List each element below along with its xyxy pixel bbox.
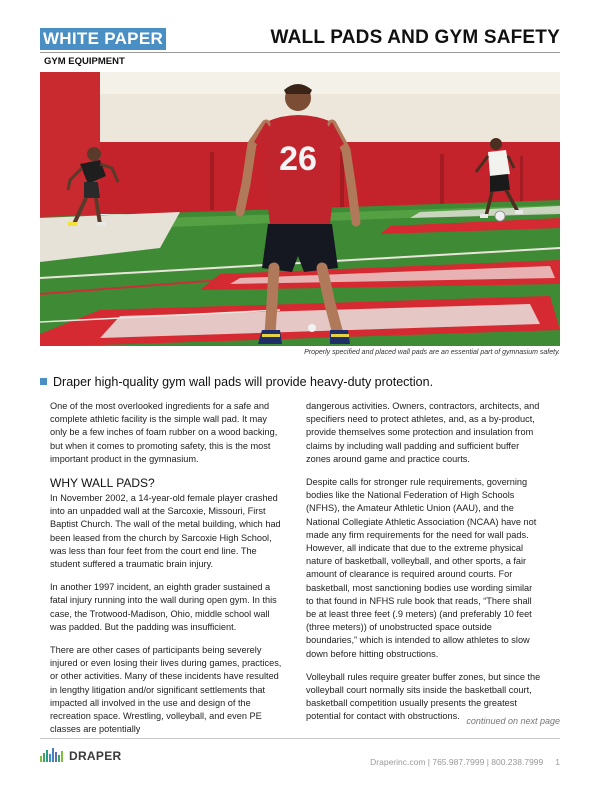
lede-line bbox=[40, 375, 433, 389]
jersey-number: 26 bbox=[279, 140, 317, 178]
photo-caption: Properly specified and placed wall pads are an essential part of gymnasium safety. bbox=[304, 349, 560, 356]
lede-text: Draper high-quality gym wall pads will provide heavy-duty protection. bbox=[53, 375, 434, 389]
logo-wordmark: DRAPER bbox=[69, 749, 122, 763]
right-column bbox=[306, 400, 541, 734]
bullet-square-icon bbox=[40, 378, 47, 385]
left-column bbox=[50, 400, 285, 746]
page-number: 1 bbox=[555, 757, 560, 767]
section-heading: WHY WALL PADS? bbox=[50, 476, 155, 491]
body-paragraph: In November 2002, a 14-year-old female player crashed into an unpadded wall at the Sarcoxie, Missouri, First Baptist Church. The wall of the metal building, which had been leased from the church by Sarcoxie High School, was less than four feet from the court end line. The student suffered a traumatic brain injury. bbox=[50, 493, 281, 570]
body-paragraph: There are other cases of participants being severely injured or even losing their lives during games, practices, or other activities. Many of these incidents have resulted in lengthy litigation and/or significant settlements that impacted all involved in the use and design of the recreation space. Wrestling, volleyball, and even PE classes are potentially bbox=[50, 645, 282, 735]
footer-divider bbox=[40, 738, 560, 739]
body-paragraph: Volleyball rules require greater buffer zones, but since the volleyball court normally sits inside the basketball court, basketball competition usually presents the greatest potential for contact with obstructions. bbox=[306, 671, 541, 722]
hero-photo bbox=[40, 72, 560, 346]
footer-contact bbox=[370, 757, 560, 767]
body-paragraph: Despite calls for stronger rule requirements, governing bodies like the National Federation of High Schools (NFHS), the Amateur Athletic Union (AAU), and the National Collegiate Athletic Association (NCAA) have not made any firm requirements for the need for wall pads. However, all indicate that due to the extreme physical nature of basketball, volleyball, and other sports, a fair amount of clearance is required around courts. For basketball, most sanctioning bodies use wording similar to that found in NFHS rule book that reads, “There shall be at least three feet (.9 meters) (and preferably 10 feet (three meters)) of unobstructed space outside boundaries,” which is intended to allow athletes to slow down before hitting obstructions. bbox=[306, 477, 537, 659]
draper-logo-icon bbox=[40, 748, 66, 762]
category-label: GYM EQUIPMENT bbox=[44, 56, 125, 67]
body-paragraph: dangerous activities. Owners, contractors, architects, and specifiers need to protect athletes, and, as a by-product, provide themselves some protection and insulation from claims by including wall padding and sufficient buffer zones around game and practice courts. bbox=[306, 401, 540, 464]
draper-logo bbox=[40, 748, 121, 762]
continued-note: continued on next page bbox=[466, 716, 560, 726]
header-divider bbox=[40, 52, 560, 53]
white-paper-badge: WHITE PAPER bbox=[40, 28, 166, 50]
body-paragraph: In another 1997 incident, an eighth grader sustained a fatal injury running into the wall during open gym. In this case, the Trotwood-Madison, Ohio, middle school wall was padded. But the padding was insufficient. bbox=[50, 582, 277, 632]
contact-info: Draperinc.com | 765.987.7999 | 800.238.7999 bbox=[370, 757, 544, 767]
intro-paragraph: One of the most overlooked ingredients for a safe and complete athletic facility is the simple wall pad. It may only be a few inches of foam rubber on a wood backing, but when it comes to promoting safety, this is the most important product in the gymnasium. bbox=[50, 401, 278, 464]
document-title: WALL PADS AND GYM SAFETY bbox=[270, 27, 560, 48]
